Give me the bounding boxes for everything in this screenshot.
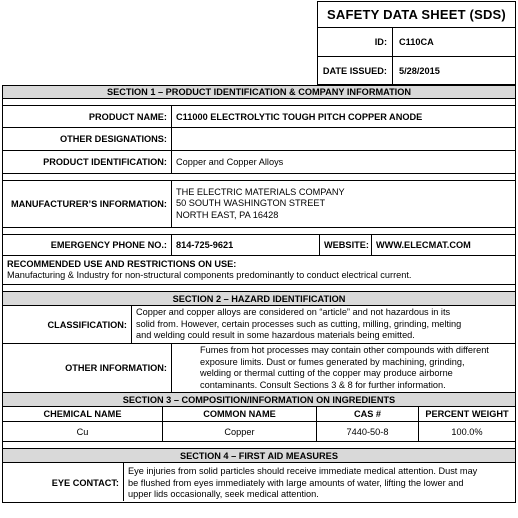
product-name-label: PRODUCT NAME: [88,111,167,122]
spacer-row [2,442,516,449]
col-chemical-name: CHEMICAL NAME [43,409,122,419]
other-designations-row [2,128,516,151]
recommended-use-value: Manufacturing & Industry for non-structural components predominantly to conduct electrical current. [7,270,412,280]
section3-header [2,393,516,407]
document-header [2,1,516,85]
text-line: Fumes from hot processes may contain other compounds with different [200,345,489,355]
ingredients-header-row [2,407,516,422]
eye-contact-row [2,463,516,503]
recommended-use-row [2,256,516,285]
section2-title: SECTION 2 – HAZARD IDENTIFICATION [3,292,515,305]
recommended-use-label: RECOMMENDED USE AND RESTRICTIONS ON USE: [7,258,237,269]
date-label: DATE ISSUED: [318,57,393,85]
text-line: and welding could result in some hazardous materials being emitted. [136,330,415,341]
address-line: THE ELECTRIC MATERIALS COMPANY [176,186,345,197]
manufacturer-address [171,181,349,227]
product-name-value: C11000 ELECTROLYTIC TOUGH PITCH COPPER ANODE [171,106,426,127]
section4-header [2,449,516,463]
other-info-text [171,344,515,392]
text-line: contaminants. Consult Sections 3 & 8 for further information. [200,379,446,390]
classification-label: CLASSIFICATION: [47,319,127,330]
text-line: Copper and copper alloys are considered on “article” and not hazardous in its [136,307,451,318]
section4-title: SECTION 4 – FIRST AID MEASURES [3,449,515,462]
col-percent-weight: PERCENT WEIGHT [418,407,515,421]
table-row [2,422,516,442]
section1-title: SECTION 1 – PRODUCT IDENTIFICATION & COMPANY INFORMATION [3,86,515,98]
eye-contact-text [123,463,515,501]
id-value: C110CA [399,37,434,47]
manufacturer-label: MANUFACTURER’S INFORMATION: [10,199,167,209]
product-id-row [2,151,516,174]
classification-row [2,306,516,344]
emergency-label: EMERGENCY PHONE NO.: [50,240,167,250]
col-cas: CAS # [316,407,418,421]
section3-title: SECTION 3 – COMPOSITION/INFORMATION ON INGREDIENTS [3,393,515,406]
website-value: WWW.ELECMAT.COM [371,235,515,255]
section1-header [2,85,516,99]
id-label: ID: [318,28,393,56]
percent-weight-cell: 100.0% [418,422,515,441]
address-line: NORTH EAST, PA 16428 [176,209,279,220]
date-value: 5/28/2015 [399,66,440,76]
classification-text [131,306,515,343]
id-row [318,28,515,56]
text-line: be flushed from eyes immediately with large amounts of water, lifting the lower and [128,477,464,488]
manufacturer-row [2,181,516,228]
text-line: solid from. However, certain processes such as cutting, milling, grinding, melting [136,318,462,329]
sds-document [2,1,516,503]
product-id-value: Copper and Copper Alloys [171,151,287,173]
common-name-cell: Copper [162,422,316,441]
header-box [317,1,516,85]
text-line: welding or thermal cutting of the copper may produce airborne [200,368,453,378]
text-line: upper lids occasionally, seek medical attention. [128,489,319,499]
eye-contact-label: EYE CONTACT: [51,477,119,488]
product-id-label: PRODUCT IDENTIFICATION: [43,157,167,167]
spacer-row [2,228,516,235]
other-designations-value [171,128,515,150]
website-label: WEBSITE: [319,235,371,255]
document-title: SAFETY DATA SHEET (SDS) [318,2,515,28]
text-line: Eye injuries from solid particles should receive immediate medical attention. Dust may [128,466,478,476]
other-info-label: OTHER INFORMATION: [65,363,167,373]
section2-header [2,292,516,306]
spacer-row [2,285,516,292]
emergency-phone: 814-725-9621 [171,235,319,255]
cas-cell: 7440-50-8 [316,422,418,441]
address-line: 50 SOUTH WASHINGTON STREET [176,198,326,209]
text-line: exposure limits. Dust or fumes generated by machining, grinding, [200,356,465,367]
other-info-row [2,344,516,393]
spacer-row [2,174,516,181]
contact-row [2,235,516,256]
col-common-name: COMMON NAME [162,407,316,421]
product-name-row [2,106,516,128]
date-row [318,56,515,85]
other-designations-label: OTHER DESIGNATIONS: [59,134,167,144]
chemical-name-cell: Cu [76,426,89,437]
spacer-row [2,99,516,106]
